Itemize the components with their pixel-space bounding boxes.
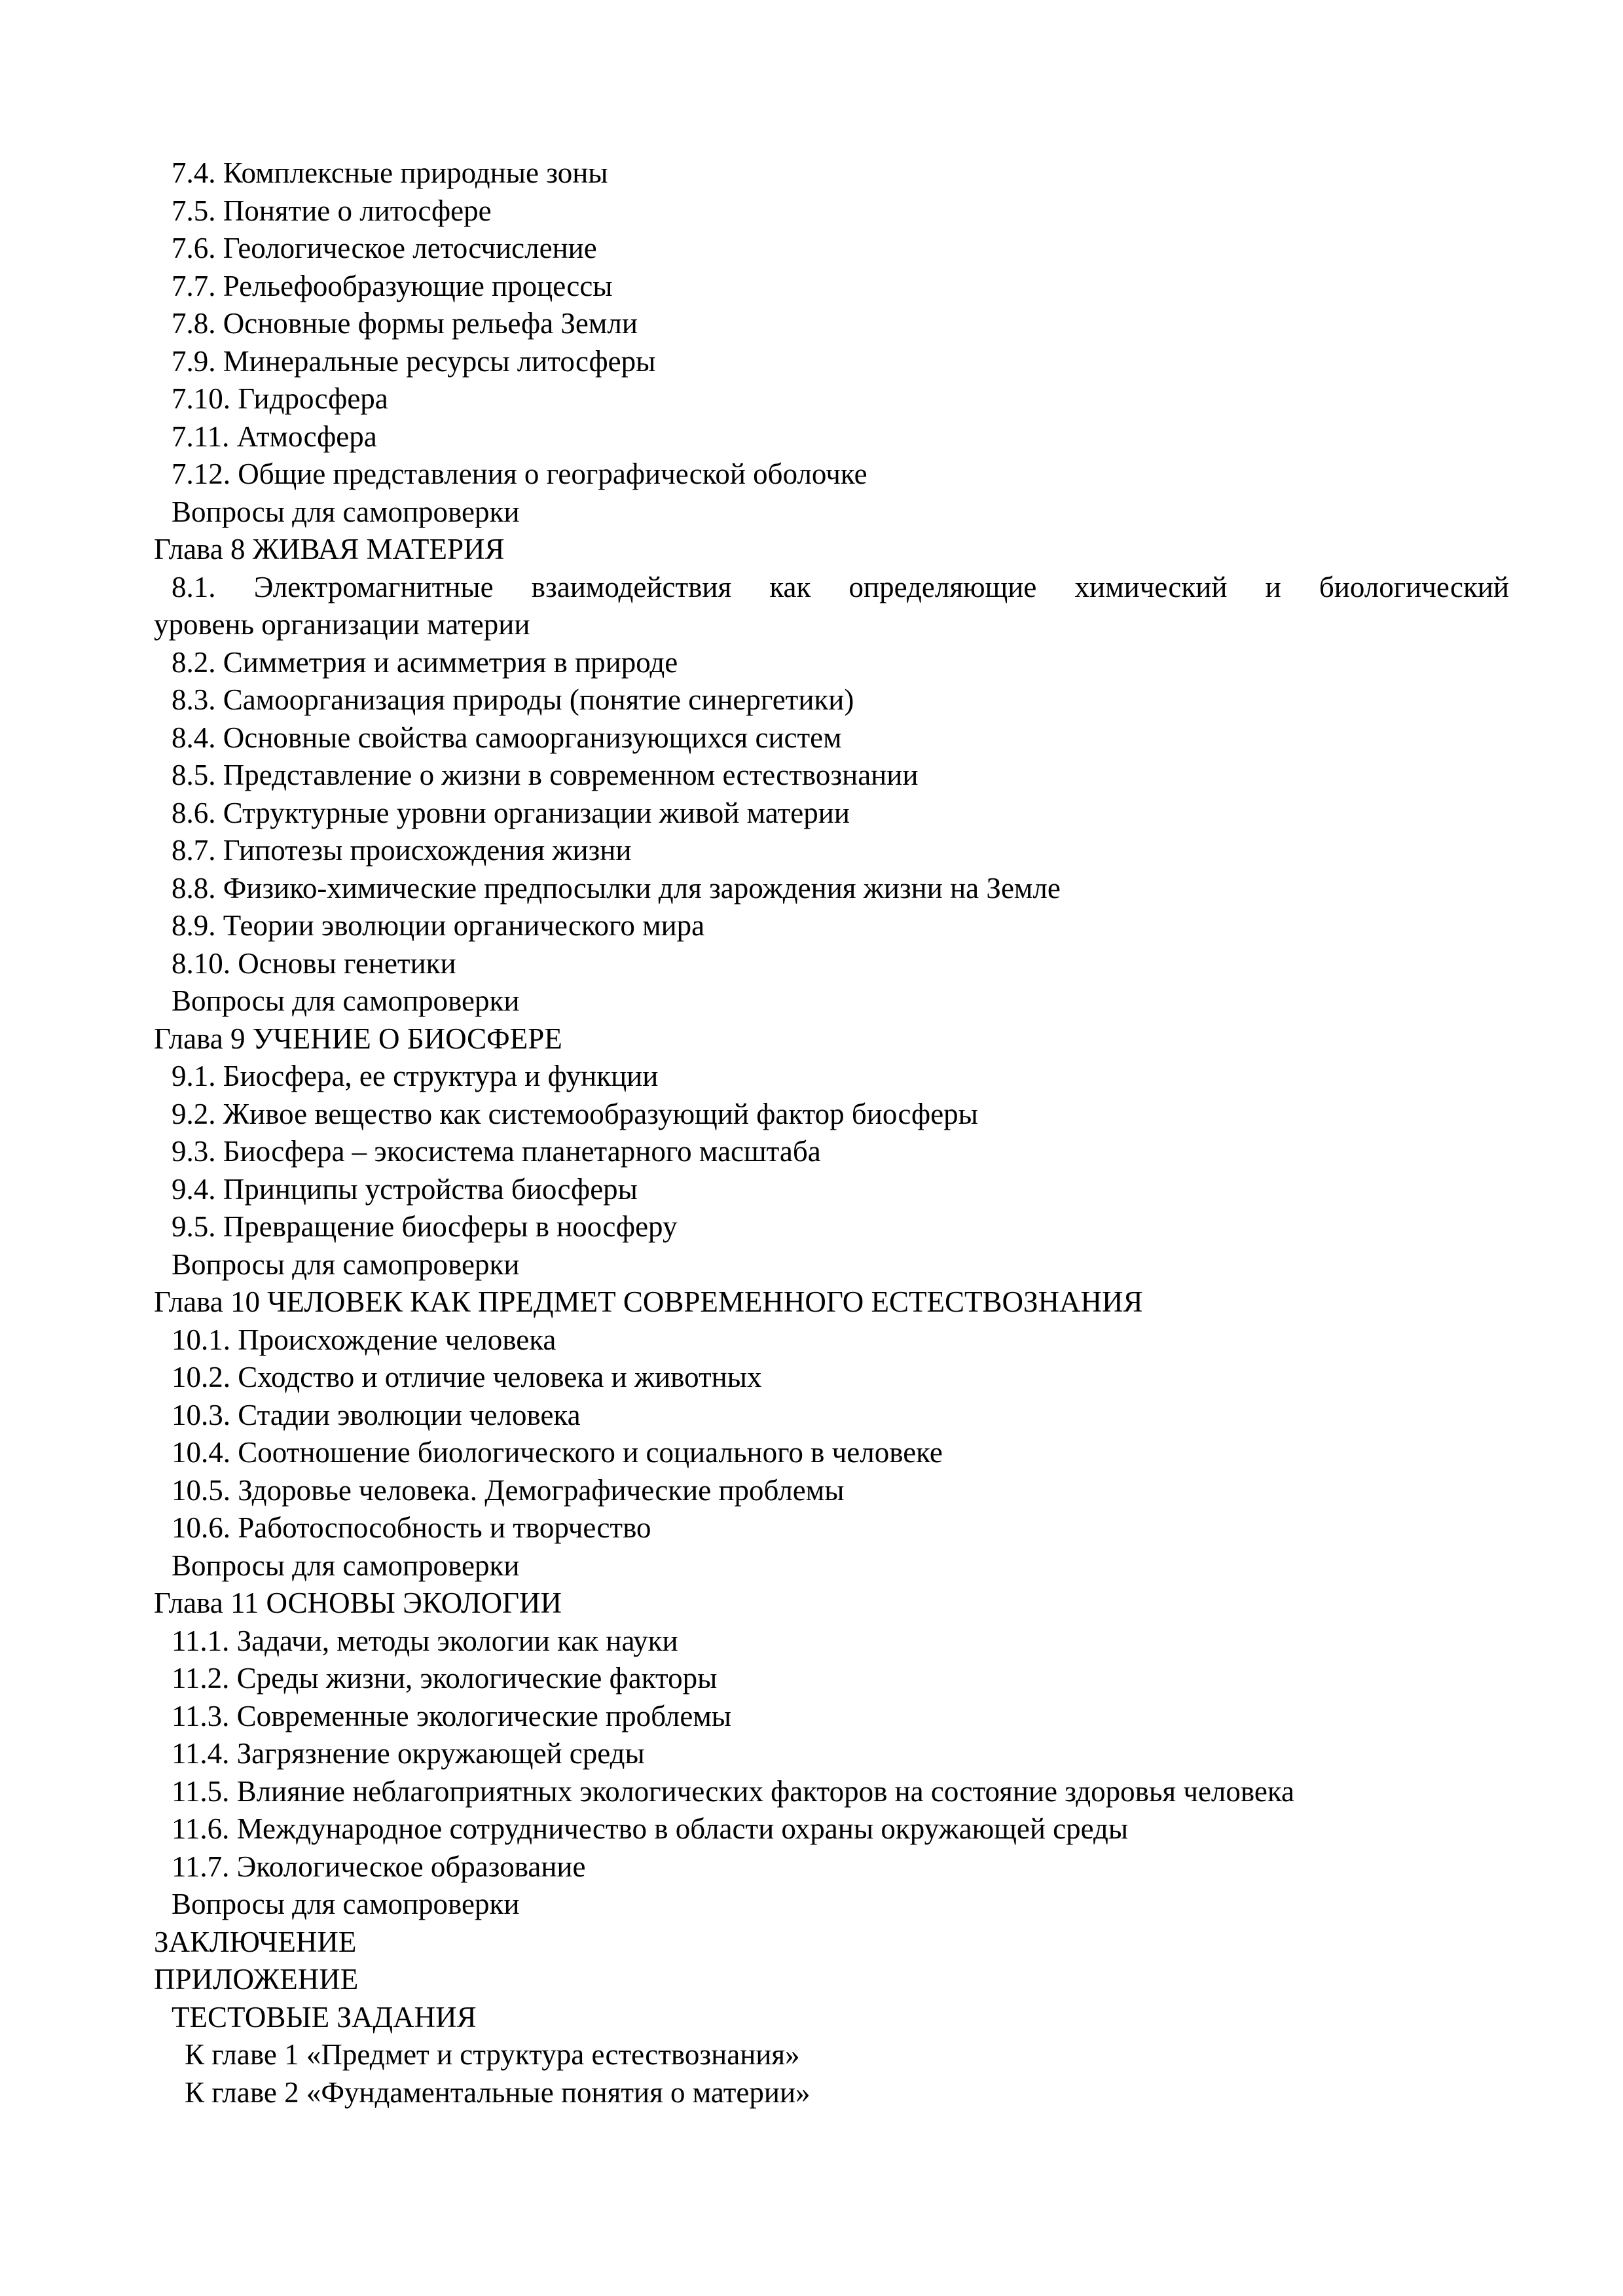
toc-entry: 7.6. Геологическое летосчисление <box>172 232 597 264</box>
toc-entry: 10.4. Соотношение биологического и социального в человеке <box>172 1436 943 1469</box>
toc-entry: 7.7. Рельефообразующие процессы <box>172 269 613 302</box>
toc-entry: 11.3. Современные экологические проблемы <box>172 1699 732 1732</box>
toc-entry: К главе 1 «Предмет и структура естествознания» <box>185 2038 800 2071</box>
toc-entry: Вопросы для самопроверки <box>172 1247 520 1281</box>
toc-heading: Глава 10 ЧЕЛОВЕК КАК ПРЕДМЕТ СОВРЕМЕННОГО ЕСТЕСТВОЗНАНИЯ <box>154 1285 1143 1318</box>
toc-entry: 7.4. Комплексные природные зоны <box>172 156 608 189</box>
toc-entry: 9.5. Превращение биосферы в ноосферу <box>172 1210 678 1243</box>
toc-heading: ПРИЛОЖЕНИЕ <box>154 1963 359 1996</box>
toc-entry: 7.11. Атмосфера <box>172 420 377 453</box>
toc-entry: 11.6. Международное сотрудничество в области охраны окружающей среды <box>172 1812 1129 1845</box>
toc-entry: 10.1. Происхождение человека <box>172 1323 556 1356</box>
toc-entry: 7.8. Основные формы рельефа Земли <box>172 307 638 340</box>
toc-heading: ЗАКЛЮЧЕНИЕ <box>154 1925 357 1958</box>
toc-entry-line1: 8.1. Электромагнитные взаимодействия как определяющие химический и биологический <box>172 570 1509 603</box>
toc-entry: 9.2. Живое вещество как системообразующий фактор биосферы <box>172 1097 978 1130</box>
toc-entry-wrapped <box>154 569 1509 644</box>
toc-entry: 11.5. Влияние неблагоприятных экологических факторов на состояние здоровья человека <box>172 1774 1294 1808</box>
toc-entry: 11.7. Экологическое образование <box>172 1850 586 1883</box>
toc-entry-line2: уровень организации материи <box>154 608 530 641</box>
toc-entry: 8.8. Физико-химические предпосылки для зарождения жизни на Земле <box>172 871 1061 905</box>
toc-entry: 8.4. Основные свойства самоорганизующихся систем <box>172 721 842 754</box>
toc-entry: Вопросы для самопроверки <box>172 1549 520 1582</box>
toc-entry: 8.2. Симметрия и асимметрия в природе <box>172 645 678 679</box>
toc-entry: 7.5. Понятие о литосфере <box>172 194 492 227</box>
toc-entry: К главе 2 «Фундаментальные понятия о материи» <box>185 2075 811 2109</box>
toc-entry: Вопросы для самопроверки <box>172 1888 520 1920</box>
table-of-contents <box>154 154 1509 2111</box>
toc-entry: 11.1. Задачи, методы экологии как науки <box>172 1624 678 1657</box>
toc-entry: Вопросы для самопроверки <box>172 984 520 1017</box>
toc-entry: 9.1. Биосфера, ее структура и функции <box>172 1060 659 1092</box>
toc-entry: 10.5. Здоровье человека. Демографические проблемы <box>172 1473 845 1507</box>
toc-entry: 8.10. Основы генетики <box>172 946 456 980</box>
toc-entry: 7.10. Гидросфера <box>172 382 388 415</box>
toc-entry: 11.2. Среды жизни, экологические факторы <box>172 1662 718 1695</box>
toc-entry: 8.3. Самоорганизация природы (понятие синергетики) <box>172 683 854 716</box>
toc-entry: 8.7. Гипотезы происхождения жизни <box>172 834 632 867</box>
toc-heading: Глава 11 ОСНОВЫ ЭКОЛОГИИ <box>154 1587 562 1619</box>
toc-entry: 7.9. Минеральные ресурсы литосферы <box>172 344 656 378</box>
toc-entry: 8.5. Представление о жизни в современном естествознании <box>172 759 919 791</box>
toc-entry: 10.3. Стадии эволюции человека <box>172 1398 581 1431</box>
toc-heading: Глава 9 УЧЕНИЕ О БИОСФЕРЕ <box>154 1022 562 1055</box>
toc-entry: ТЕСТОВЫЕ ЗАДАНИЯ <box>172 2000 477 2034</box>
toc-entry: Вопросы для самопроверки <box>172 495 520 528</box>
toc-entry: 7.12. Общие представления о географической оболочке <box>172 457 867 490</box>
toc-entry: 9.3. Биосфера – экосистема планетарного масштаба <box>172 1135 821 1168</box>
toc-entry: 10.6. Работоспособность и творчество <box>172 1511 651 1544</box>
toc-entry: 9.4. Принципы устройства биосферы <box>172 1172 638 1206</box>
toc-entry: 11.4. Загрязнение окружающей среды <box>172 1737 645 1770</box>
toc-entry: 8.9. Теории эволюции органического мира <box>172 909 705 942</box>
toc-heading: Глава 8 ЖИВАЯ МАТЕРИЯ <box>154 533 505 565</box>
toc-entry: 8.6. Структурные уровни организации живой материи <box>172 796 850 829</box>
toc-entry: 10.2. Сходство и отличие человека и животных <box>172 1361 762 1393</box>
